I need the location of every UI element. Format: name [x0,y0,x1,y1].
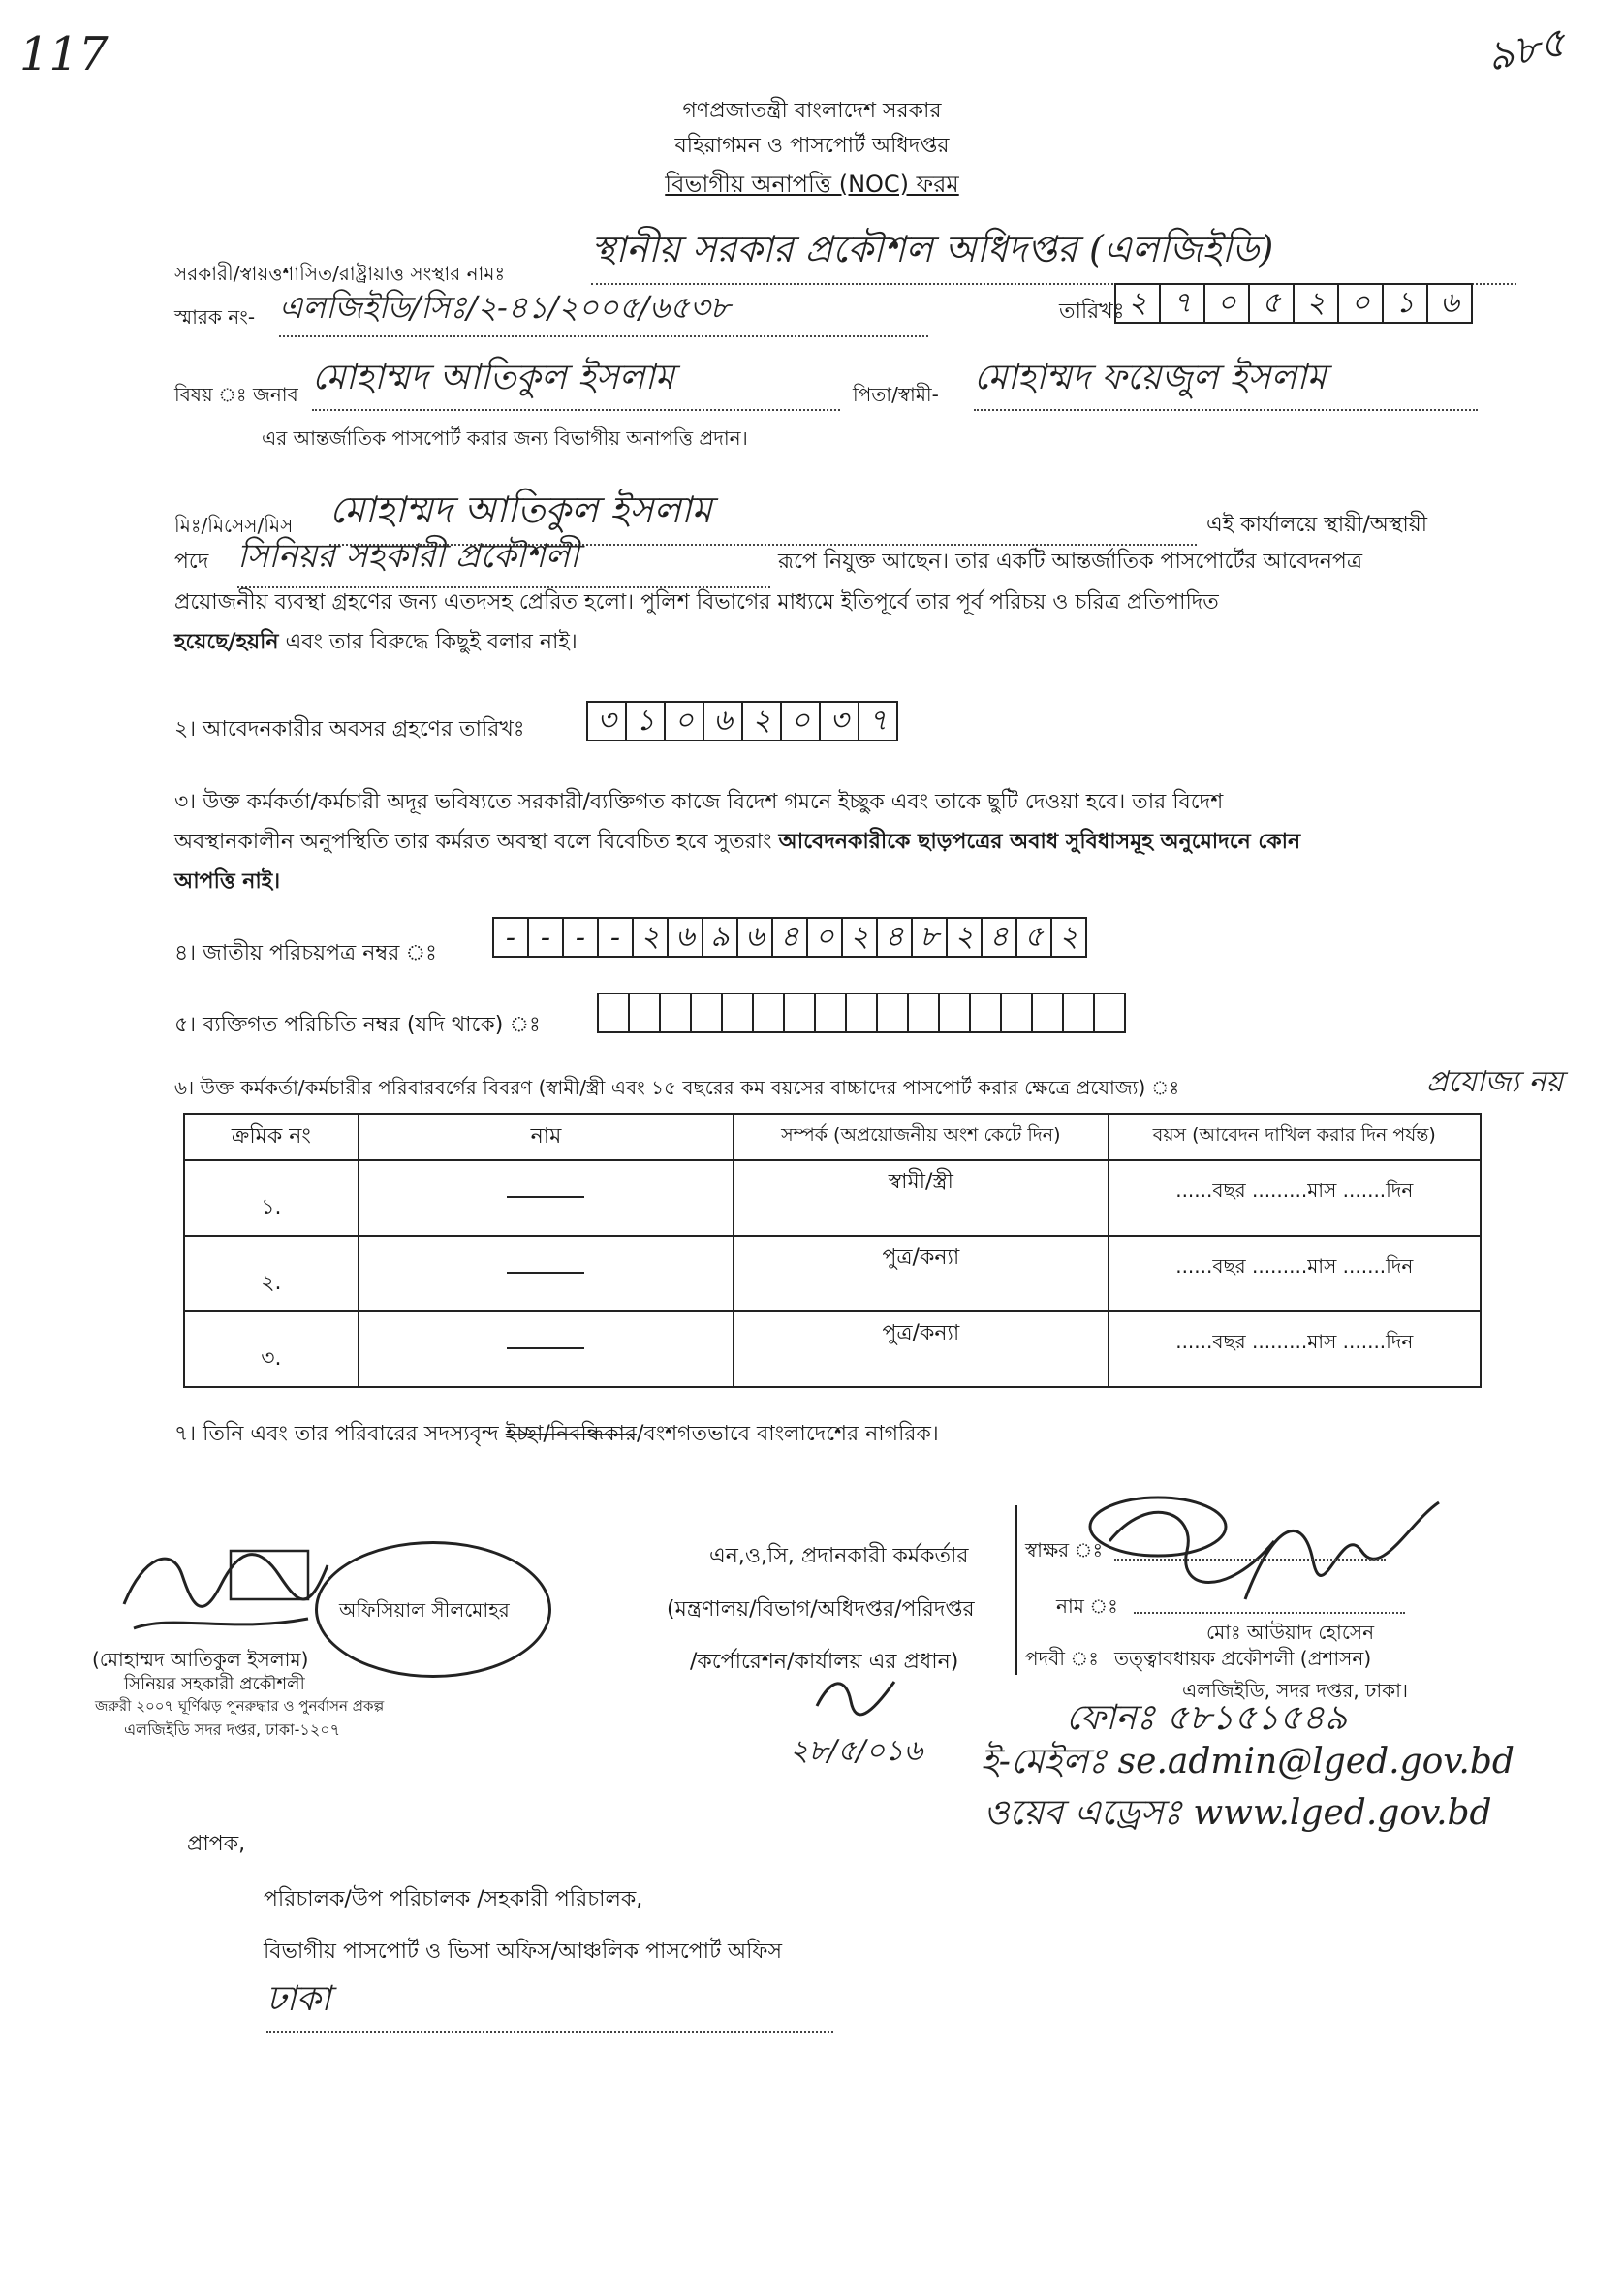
relation-cell [734,1311,1108,1387]
salutation-label: মিঃ/মিসেস/মিস [174,514,294,537]
left-seal-office: এলজিইডি সদর দপ্তর, ঢাকা-১২০৭ [124,1720,341,1739]
left-seal-name: (মোহাম্মদ আতিকুল ইসলাম) [92,1648,309,1671]
serial-text: ১. [261,1195,282,1219]
personal-id-box [752,993,785,1033]
nid-box: ৪ [771,917,808,958]
col-relation: সম্পর্ক (অপ্রয়োজনীয় অংশ কেটে দিন) [734,1114,1108,1160]
nid-box: ৯ [702,917,738,958]
age-cell [1109,1160,1481,1236]
org-name-value: স্থানীয় সরকার প্রকৌশল অধিদপ্তর (এলজিইডি) [591,221,1516,285]
subject-name-value: মোহাম্মদ আতিকুল ইসলাম [312,351,840,411]
personal-id-box [628,993,661,1033]
item3-line3: আপত্তি নাই। [174,869,281,894]
subject-line2: এর আন্তর্জাতিক পাসপোর্ট করার জন্য বিভাগীয় অনাপত্তি প্রদান। [262,426,748,450]
left-seal-designation: সিনিয়র সহকারী প্রকৌশলী [124,1674,305,1694]
noc-authority-line2: (মন্ত্রণালয়/বিভাগ/অধিদপ্তর/পরিদপ্তর [667,1597,975,1622]
nid-box: ৬ [736,917,773,958]
name-cell [359,1236,734,1311]
nid-box: - [492,917,529,958]
signatory-name: মোঃ আউয়াদ হোসেন [1206,1621,1375,1644]
serial-cell [184,1160,359,1236]
retirement-date-box: ২ [741,701,782,741]
col-serial: ক্রমিক নং [184,1114,359,1160]
nid-box: ৮ [911,917,948,958]
family-table [183,1113,1482,1388]
personal-id-box [1093,993,1126,1033]
retirement-date-box: ৭ [858,701,898,741]
nid-box: ৫ [1015,917,1052,958]
relation-text: পুত্র/কন্যা [882,1246,960,1270]
employee-name-value: মোহাম্মদ আতিকুল ইসলাম [329,482,1197,546]
nid-box: - [597,917,634,958]
official-seal-label: অফিসিয়াল সীলমোহর [339,1598,510,1622]
personal-id-box [721,993,754,1033]
table-row [184,1160,1481,1236]
recipient-city: ঢাকা [266,1972,833,2033]
nid-boxes [492,917,1087,958]
item3-line1: ৩। উক্ত কর্মকর্তা/কর্মচারী অদূর ভবিষ্যতে সরকারী/ব্যক্তিগত কাজে বিদেশ গমনে ইচ্ছুক এবং তাকে ছুটি দেওয়া হবে। তার বিদেশ [174,790,1224,814]
table-row [184,1236,1481,1311]
age-text: ......বছর .........মাস .......দিন [1175,1179,1414,1202]
citizenship-prefix: ৭। তিনি এবং তার পরিবারের সদস্যবৃন্দ [174,1422,506,1446]
verified-status: হয়েছে/হয়নি [174,630,279,654]
corner-page-number: 117 [19,27,109,81]
initial-signature [812,1672,899,1720]
personal-id-box [1031,993,1064,1033]
personal-id-box [659,993,692,1033]
para1-line4-rest: এবং তার বিরুদ্ধে কিছুই বলার নাই। [278,630,578,654]
date-box: ৬ [1426,283,1473,324]
email-handwritten: ই-মেইলঃ se.admin@lged.gov.bd [981,1742,1515,1782]
age-text: ......বছর .........মাস .......দিন [1175,1330,1414,1353]
date-box: ২ [1293,283,1339,324]
personal-id-box [1000,993,1033,1033]
blank-dash [507,1196,584,1198]
retirement-date-box: ৩ [819,701,859,741]
page-title: বিভাগীয় অনাপত্তি (NOC) ফরম [665,171,959,198]
serial-cell [184,1236,359,1311]
left-signature [114,1536,337,1653]
age-cell [1109,1311,1481,1387]
citizenship-suffix: /বংশগতভাবে বাংলাদেশের নাগরিক। [637,1422,939,1446]
memo-number-value: এলজিইডি/সিঃ/২-৪১/২০০৫/৬৫৩৮ [279,283,928,337]
post-value: সিনিয়র সহকারী প্রকৌশলী [237,531,770,588]
serial-cell [184,1311,359,1387]
noc-authority-line3: /কর্পোরেশন/কার্যালয় এর প্রধান) [690,1650,959,1674]
table-row [184,1311,1481,1387]
blank-dash [507,1347,584,1349]
sign-line [1114,1559,1386,1561]
retirement-date-box: ৩ [586,701,627,741]
sign-label: স্বাক্ষর ঃ [1025,1538,1104,1561]
subject-label: বিষয় ঃ জনাব [174,383,298,406]
post-suffix-text: রূপে নিযুক্ত আছেন। তার একটি আন্তর্জাতিক পাসপোর্টের আবেদনপত্র [778,550,1362,574]
org-label: সরকারী/স্বায়ত্তশাসিত/রাষ্ট্রায়াত্ত সংস্থার নামঃ [174,262,506,285]
blank-dash [507,1272,584,1274]
retirement-label: ২। আবেদনকারীর অবসর গ্রহণের তারিখঃ [174,717,525,741]
father-label: পিতা/স্বামী- [853,383,939,406]
personal-id-box [938,993,971,1033]
personal-id-label: ৫। ব্যক্তিগত পরিচিতি নম্বর (যদি থাকে) ঃ [174,1013,541,1037]
recipient-line2: বিভাগীয় পাসপোর্ট ও ভিসা অফিস/আঞ্চলিক পাসপোর্ট অফিস [264,1940,783,1964]
nid-box: ৪ [876,917,913,958]
personal-id-box [845,993,878,1033]
personal-id-boxes [597,993,1126,1033]
nid-box: ২ [1050,917,1087,958]
phone-handwritten: ফোনঃ ৫৮১৫১৫৪৯ [1066,1698,1348,1738]
personal-id-box [783,993,816,1033]
retirement-date-box: ০ [780,701,821,741]
signatory-post: তত্ত্বাবধায়ক প্রকৌশলী (প্রশাসন) [1114,1647,1372,1670]
personal-id-box [969,993,1002,1033]
noc-authority-line1: এন,ও,সি, প্রদানকারী কর্মকর্তার [709,1544,969,1568]
citizenship-struck: ইচ্ছা/নিবন্ধিকার [505,1422,638,1446]
family-table-header [184,1114,1481,1160]
serial-text: ৩. [261,1346,282,1371]
age-text: ......বছর .........মাস .......দিন [1175,1254,1414,1277]
header-department: বহিরাগমন ও পাসপোর্ট অধিদপ্তর [674,134,950,158]
retirement-date-box: ৬ [703,701,743,741]
item3-line2 [174,825,1300,861]
item3-line2-b: আবেদনকারীকে ছাড়পত্রের অবাধ সুবিধাসমূহ অনুমোদনে কোন [778,830,1301,854]
date-box: ২ [1114,283,1161,324]
personal-id-box [876,993,909,1033]
personal-id-box [597,993,630,1033]
nid-box: - [527,917,564,958]
nid-box: ৬ [667,917,703,958]
name-line [1134,1612,1405,1614]
retirement-date-box: ০ [664,701,704,741]
relation-cell [734,1160,1108,1236]
date-box: ০ [1203,283,1250,324]
retirement-date-boxes [586,701,898,741]
nid-box: ২ [632,917,669,958]
date-box: ০ [1337,283,1384,324]
family-label: ৬। উক্ত কর্মকর্তা/কর্মচারীর পরিবারবর্গের বিবরণ (স্বামী/স্ত্রী এবং ১৫ বছরের কম বয়সের বাচ্চাদের পাসপোর্ট করার ক্ষেত্রে প্রযোজ্য) ঃ [174,1076,1180,1099]
date-label: তারিখঃ [1059,300,1125,324]
para1-line3: প্রয়োজনীয় ব্যবস্থা গ্রহণের জন্য এতদসহ প্রেরিত হলো। পুলিশ বিভাগের মাধ্যমে ইতিপূর্বে তার পূর্ব পরিচয় ও চরিত্র প্রতিপাদিত [174,590,1219,615]
recipient-line1: পরিচালক/উপ পরিচালক /সহকারী পরিচালক, [264,1887,643,1911]
relation-cell [734,1236,1108,1311]
name-cell [359,1311,734,1387]
family-note: প্রযোজ্য নয় [1426,1065,1564,1099]
relation-text: স্বামী/স্ত্রী [888,1170,953,1194]
post-label: পদে [174,550,209,574]
recipient-label: প্রাপক, [187,1832,246,1856]
personal-id-box [814,993,847,1033]
personal-id-box [690,993,723,1033]
nid-box: ০ [806,917,843,958]
personal-id-box [1062,993,1095,1033]
nid-box: ২ [841,917,878,958]
relation-text: পুত্র/কন্যা [882,1321,960,1345]
office-status-text: এই কার্যালয়ে স্থায়ী/অস্থায়ী [1206,513,1428,537]
item3-line2-a: অবস্থানকালীন অনুপস্থিতি তার কর্মরত অবস্থা বলে বিবেচিত হবে সুতরাং [174,830,779,854]
nid-label: ৪। জাতীয় পরিচয়পত্র নম্বর ঃ [174,941,437,965]
nid-box: ২ [946,917,983,958]
signatory-divider [1015,1505,1017,1675]
nid-box: ৪ [981,917,1017,958]
citizenship-line [174,1417,939,1453]
corner-serial: ৯৮৫ [1483,17,1571,81]
retirement-date-box: ১ [625,701,666,741]
initial-date: ২৮/৫/০১৬ [790,1734,923,1768]
age-cell [1109,1236,1481,1311]
date-box: ১ [1382,283,1428,324]
name-label: নাম ঃ [1056,1594,1118,1618]
father-name-value: মোহাম্মদ ফয়েজুল ইসলাম [974,351,1478,411]
nid-box: - [562,917,599,958]
memo-label: স্মারক নং- [174,305,256,329]
col-age: বয়স (আবেদন দাখিল করার দিন পর্যন্ত) [1109,1114,1481,1160]
col-name: নাম [359,1114,734,1160]
web-handwritten: ওয়েব এড্রেসঃ www.lged.gov.bd [984,1793,1492,1833]
post-label-right: পদবী ঃ [1025,1647,1099,1670]
memo-date-boxes [1114,283,1473,324]
name-cell [359,1160,734,1236]
left-seal-project: জরুরী ২০০৭ ঘূর্ণিঝড় পুনরুদ্ধার ও পুনর্বাসন প্রকল্প [95,1697,385,1715]
para1-line4 [174,625,578,661]
header-government: গণপ্রজাতন্ত্রী বাংলাদেশ সরকার [682,99,942,123]
serial-text: ২. [261,1271,282,1295]
date-box: ৭ [1159,283,1205,324]
personal-id-box [907,993,940,1033]
signatory-office: এলজিইডি, সদর দপ্তর, ঢাকা। [1182,1679,1409,1702]
date-box: ৫ [1248,283,1295,324]
